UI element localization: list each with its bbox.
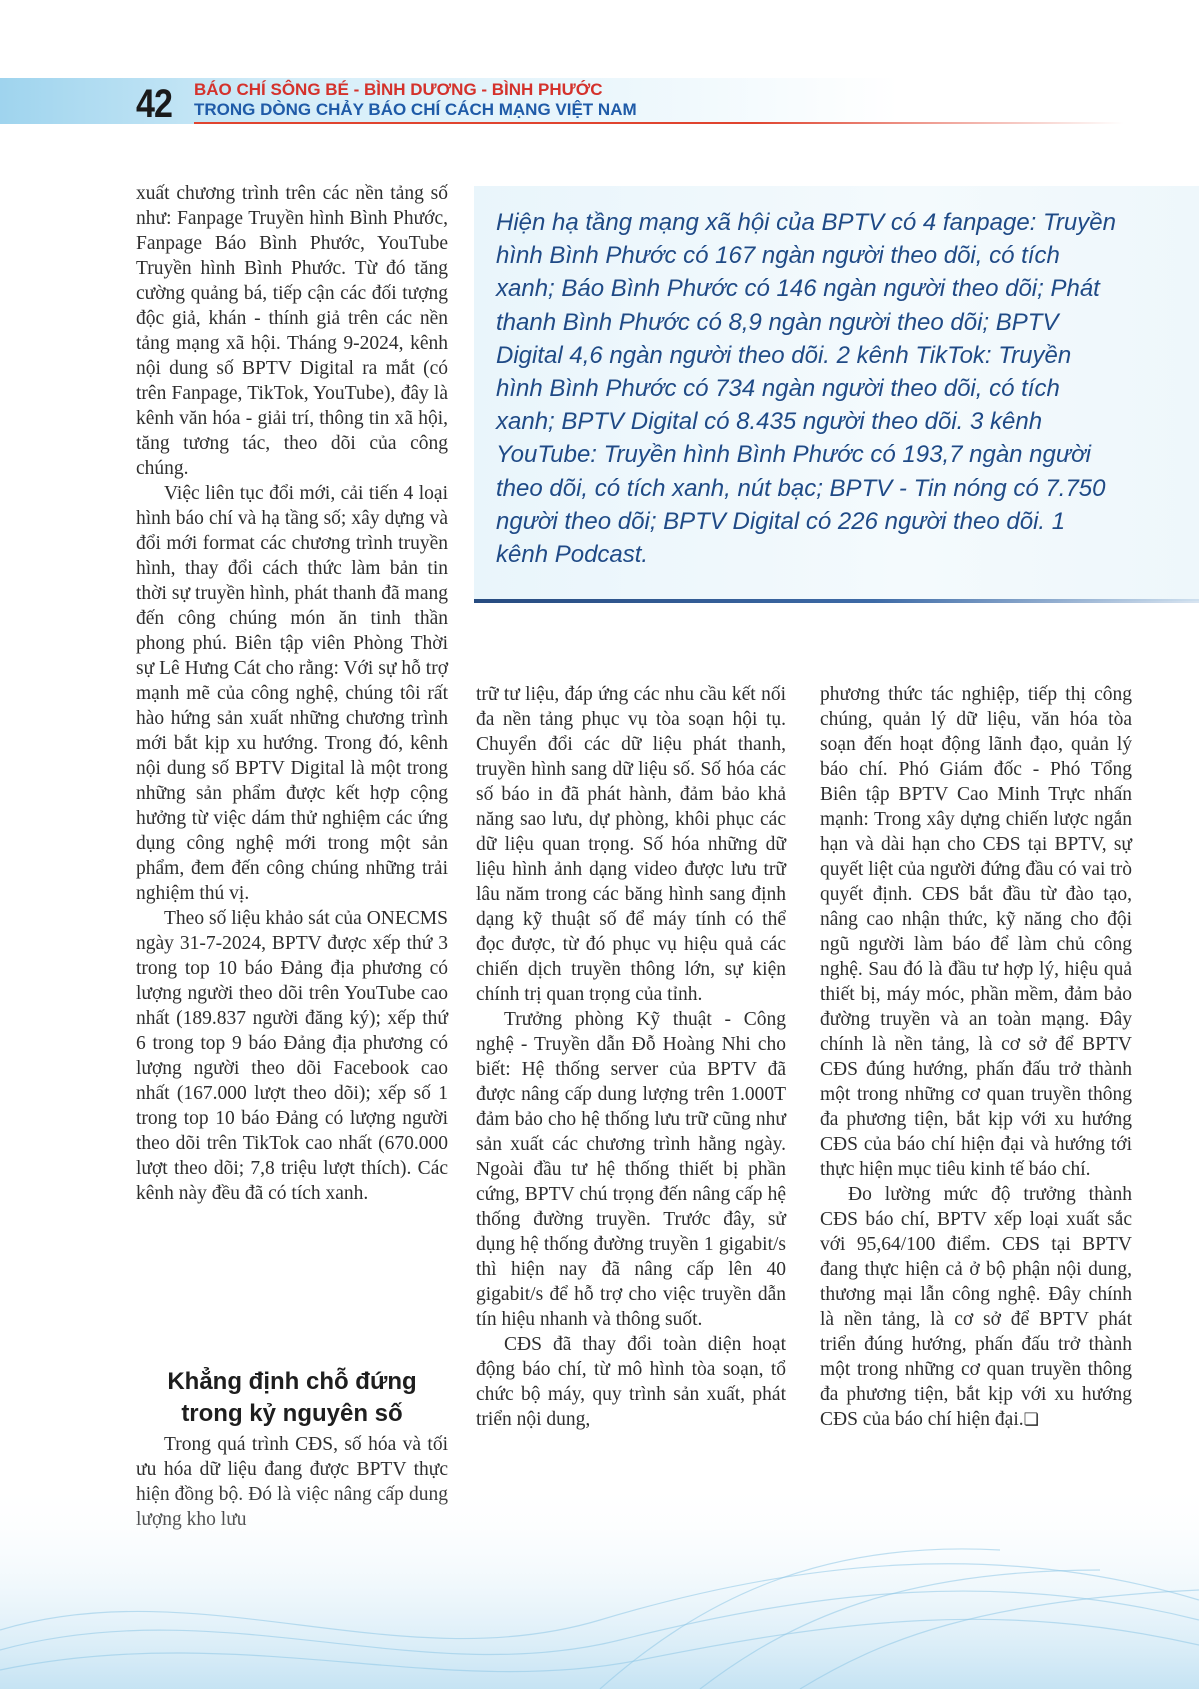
footer-wave-decoration bbox=[0, 1480, 1199, 1689]
col3-paragraph-2-text: Đo lường mức độ trưởng thành CĐS báo chí, BPTV xếp loại xuất sắc với 95,64/100 điểm. CĐS tại BPTV đang thực hiện cả ở bộ phận nội dung, thương mại lẫn công nghệ. Đây chính là nền tảng, là cơ sở để BPTV phát triển đúng hướng, phấn đấu trở thành một trong những cơ quan truyền thông đa phương tiện, bắt kịp với xu hướng CĐS của báo chí hiện đại. bbox=[820, 1184, 1132, 1430]
column-3 bbox=[820, 682, 1132, 1433]
page-number: 42 bbox=[136, 82, 173, 126]
col1-paragraph-2: Việc liên tục đổi mới, cải tiến 4 loại hình báo chí và hạ tầng số; xây dựng và đổi mới format các chương trình truyền hình, thay đổi cách thức làm bản tin thời sự truyền hình, phát thanh đã mang đến công chúng món ăn tinh thần phong phú. Biên tập viên Phòng Thời sự Lê Hưng Cát cho rằng: Với sự hỗ trợ mạnh mẽ của công nghệ, chúng tôi rất hào hứng sản xuất những chương trình mới bắt kịp xu hướng. Trong đó, kênh nội dung số BPTV Digital là một trong những sản phẩm được kết hợp cộng hưởng từ việc dám thử nghiệm các ứng dụng công nghệ mới trong một sản phẩm, đem đến công chúng những trải nghiệm thú vị. bbox=[136, 483, 448, 904]
callout-text: Hiện hạ tầng mạng xã hội của BPTV có 4 fanpage: Truyền hình Bình Phước có 167 ngàn người theo dõi, có tích xanh; Báo Bình Phước có 146 ngàn người theo dõi; Phát thanh Bình Phước có 8,9 ngàn người theo dõi; BPTV Digital 4,6 ngàn người theo dõi. 2 kênh TikTok: Truyền hình Bình Phước có 734 ngàn người theo dõi, có tích xanh; BPTV Digital có 8.435 người theo dõi. 3 kênh YouTube: Truyền hình Bình Phước có 193,7 ngàn người theo dõi, có tích xanh, nút bạc; BPTV - Tin nóng có 7.750 người theo dõi; BPTV Digital có 226 người theo dõi. 1 kênh Podcast. bbox=[496, 209, 1116, 569]
col1-paragraph-1: xuất chương trình trên các nền tảng số như: Fanpage Truyền hình Bình Phước, Fanpage Báo Bình Phước, YouTube Truyền hình Bình Phước. Từ đó tăng cường quảng bá, tiếp cận các đối tượng độc giả, khán - thính giả trên các nền tảng mạng xã hội. Tháng 9-2024, kênh nội dung số BPTV Digital ra mắt (có trên Fanpage, TikTok, YouTube), đây là kênh văn hóa - giải trí, thông tin xã hội, tăng tương tác, theo dõi của công chúng. bbox=[136, 183, 448, 479]
col2-paragraph-1: trữ tư liệu, đáp ứng các nhu cầu kết nối đa nền tảng phục vụ tòa soạn hội tụ. Chuyển đổi các dữ liệu phát thanh, truyền hình sang dữ liệu số. Số hóa các số báo in đã phát hành, đảm bảo khả năng sao lưu, dự phòng, khôi phục các dữ liệu quan trọng. Số hóa những dữ liệu hình ảnh dạng video được lưu trữ lâu năm trong các băng hình sang định dạng kỹ thuật số để máy tính có thể đọc được, từ đó phục vụ hiệu quả các chiến dịch truyền thông lớn, sự kiện chính trị quan trọng của tỉnh. bbox=[476, 684, 786, 1005]
section-subheading bbox=[136, 1366, 448, 1430]
col3-paragraph-2 bbox=[820, 1182, 1132, 1433]
subheading-line2: trong kỷ nguyên số bbox=[181, 1400, 403, 1427]
col1-paragraph-3: Theo số liệu khảo sát của ONECMS ngày 31-7-2024, BPTV được xếp thứ 3 trong top 10 báo Đảng địa phương có lượng người theo dõi trên YouTube cao nhất (189.837 người đăng ký); xếp thứ 6 trong top 9 báo Đảng địa phương có lượng người theo dõi Facebook cao nhất (167.000 lượt theo dõi); xếp số 1 trong top 10 báo Đảng có lượng người theo dõi trên TikTok cao nhất (670.000 lượt theo dõi; 7,8 triệu lượt thích). Các kênh này đều đã có tích xanh. bbox=[136, 908, 448, 1204]
subheading-line1: Khẳng định chỗ đứng bbox=[167, 1368, 417, 1395]
header-title-line1: BÁO CHÍ SÔNG BÉ - BÌNH DƯƠNG - BÌNH PHƯỚC bbox=[194, 80, 603, 99]
col2-paragraph-3: CĐS đã thay đổi toàn diện hoạt động báo chí, từ mô hình tòa soạn, tổ chức bộ máy, quy trình sản xuất, phát triển nội dung, bbox=[476, 1334, 786, 1430]
column-1 bbox=[136, 181, 448, 1206]
header-title-line2: TRONG DÒNG CHẢY BÁO CHÍ CÁCH MẠNG VIỆT NAM bbox=[194, 100, 637, 119]
end-mark-icon: ❏ bbox=[1023, 1410, 1039, 1430]
col1-after-paragraph: Trong quá trình CĐS, số hóa và tối ưu hóa dữ liệu đang được BPTV thực bbox=[136, 1434, 448, 1480]
col2-paragraph-2: Trưởng phòng Kỹ thuật - Công nghệ - Truyền dẫn Đỗ Hoàng Nhi cho biết: Hệ thống server của BPTV đã được nâng cấp dung lượng trên 1.000T đảm bảo cho hệ thống lưu trữ cũng như sản xuất các chương trình hằng ngày. Ngoài đầu tư hệ thống thiết bị phần cứng, BPTV chú trọng đến nâng cấp hệ thống đường truyền. Trước đây, sử dụng hệ thống đường truyền 1 gigabit/s thì hiện nay đã nâng cấp lên 40 gigabit/s để hỗ trợ cho việc truyền dẫn tín hiệu nhanh và thông suốt. bbox=[476, 1009, 786, 1330]
callout-rule bbox=[474, 599, 1199, 603]
header-rule bbox=[194, 122, 1124, 124]
column-2 bbox=[476, 682, 786, 1432]
col3-paragraph-1: phương thức tác nghiệp, tiếp thị công chúng, quản lý dữ liệu, văn hóa tòa soạn đến hoạt động lãnh đạo, quản lý báo chí. Phó Giám đốc - Phó Tổng Biên tập BPTV Cao Minh Trực nhấn mạnh: Trong xây dựng chiến lược ngắn hạn và dài hạn cho CĐS tại BPTV, sự quyết liệt của người đứng đầu có vai trò quyết định. CĐS bắt đầu từ đào tạo, nâng cao nhận thức, kỹ năng cho đội ngũ người làm báo để làm chủ công nghệ. Sau đó là đầu tư hợp lý, hiệu quả thiết bị, máy móc, phần mềm, đảm bảo đường truyền và an toàn mạng. Đây chính là nền tảng, là cơ sở để BPTV CĐS đúng hướng, phấn đấu trở thành một trong những cơ quan truyền thông đa phương tiện, bắt kịp với xu hướng CĐS của báo chí hiện đại và hướng tới thực hiện mục tiêu kinh tế báo chí. bbox=[820, 684, 1132, 1180]
